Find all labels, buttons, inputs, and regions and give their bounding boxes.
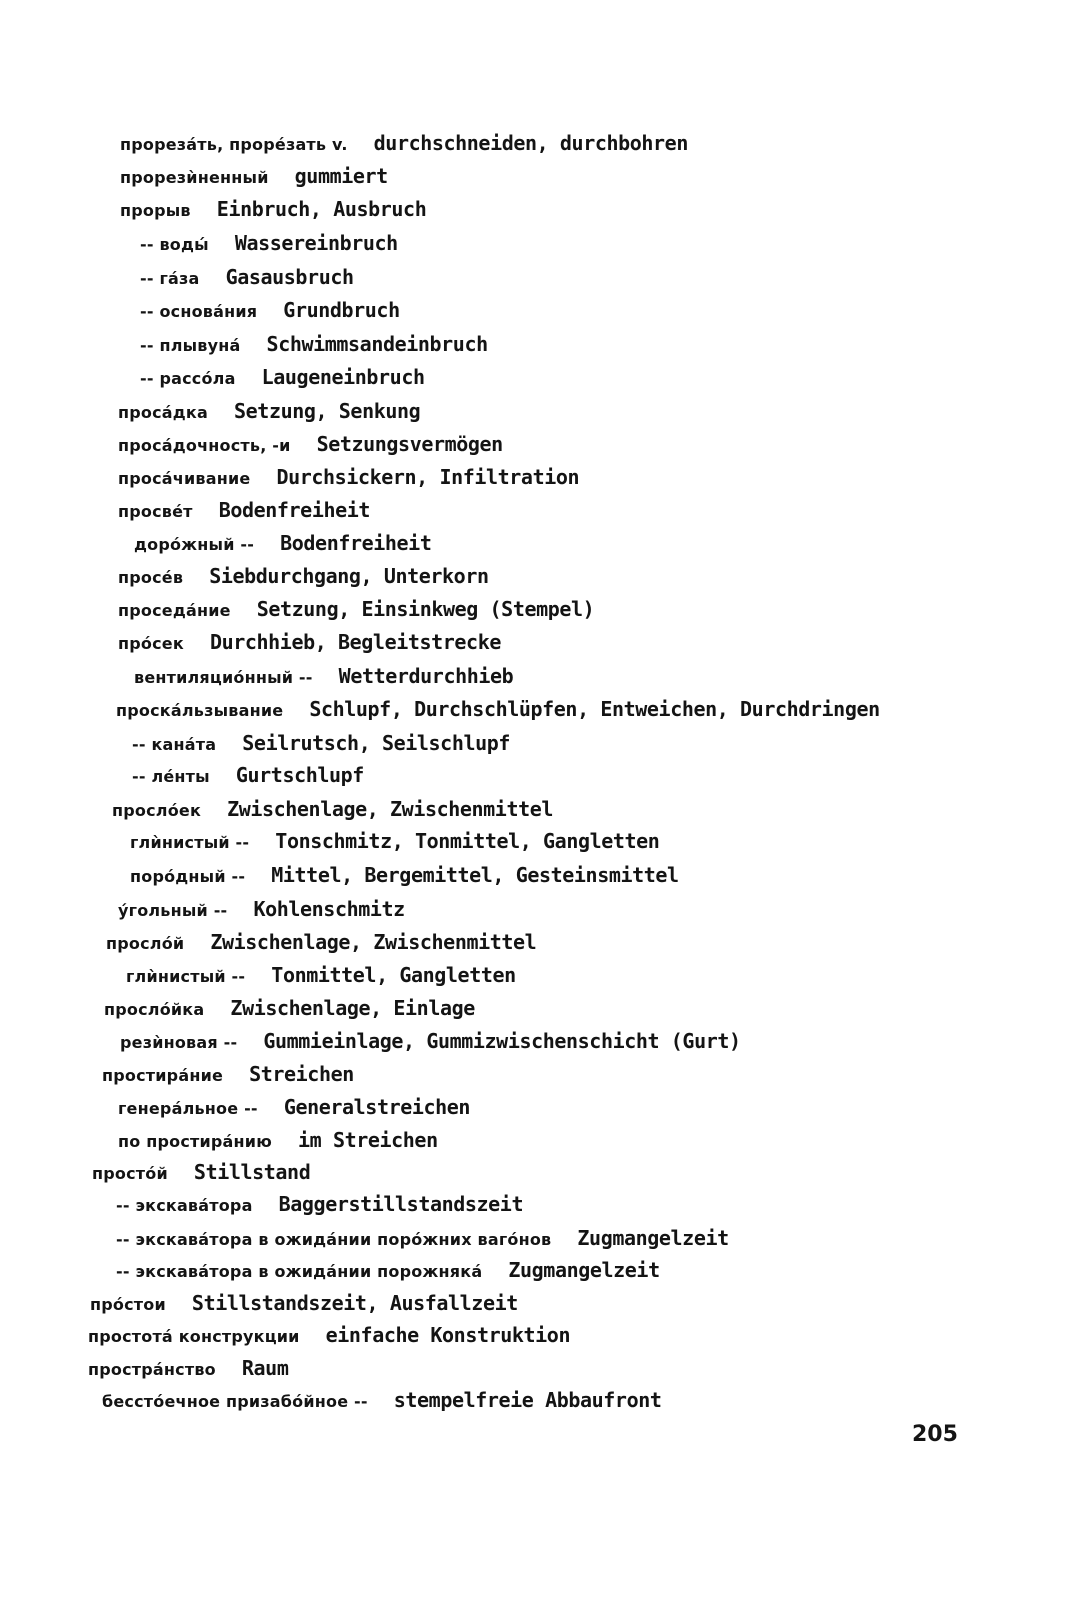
entry-translation-de: Stillstandszeit, Ausfallzeit <box>191 1291 518 1315</box>
entry-translation-de: stempelfreie Abbaufront <box>393 1388 662 1412</box>
entry-translation-de: Zugmangelzeit <box>508 1258 660 1282</box>
entry-prosvet <box>118 498 370 524</box>
entry-term-ru: -- экскавáтора в ожидáнии порóжних вагóнов <box>116 1230 552 1249</box>
entry-term-ru: прослóйка <box>104 1000 205 1019</box>
entry-term-ru: бесстóечное призабóйное -- <box>102 1392 368 1411</box>
entry-term-ru: резѝновая -- <box>120 1033 238 1052</box>
entry-ugolnyi-prosloek <box>118 897 405 923</box>
entry-term-ru: просáдка <box>118 403 208 422</box>
entry-term-ru: просáдочность, -и <box>118 436 291 455</box>
entry-term-ru: -- рассóла <box>140 369 236 388</box>
entry-prosloi <box>106 930 536 956</box>
entry-besstoechnoe-prostranstvo <box>102 1388 662 1414</box>
entry-prorezat <box>120 131 688 157</box>
entry-term-ru: глѝнистый -- <box>130 833 250 852</box>
entry-prosek <box>118 630 501 656</box>
entry-proryv-rassola <box>140 365 425 391</box>
entry-prorezinennyi <box>120 164 388 190</box>
entry-translation-de: Schlupf, Durchschlüpfen, Entweichen, Durchdringen <box>309 697 880 721</box>
entry-term-ru: прострáнство <box>88 1360 216 1379</box>
entry-translation-de: Gummieinlage, Gummizwischenschicht (Gurt) <box>263 1029 741 1053</box>
entry-term-ru: -- лéнты <box>132 767 210 786</box>
entry-prostoi-ekskavatora <box>116 1192 523 1218</box>
entry-term-ru: проседáние <box>118 601 231 620</box>
entry-translation-de: Setzung, Einsinkweg (Stempel) <box>256 597 595 621</box>
entry-translation-de: durchschneiden, durchbohren <box>373 131 688 155</box>
entry-prostranstvo <box>88 1356 288 1382</box>
entry-translation-de: Wassereinbruch <box>234 231 398 255</box>
entry-term-ru: генерáльное -- <box>118 1099 258 1118</box>
entry-translation-de: Setzungsvermögen <box>316 432 503 456</box>
entry-prostoi-ekskavatora-porozhnyak <box>116 1258 660 1284</box>
entry-translation-de: Setzung, Senkung <box>234 399 421 423</box>
entry-term-ru: прорезáть, прорéзать v. <box>120 135 348 154</box>
entry-term-ru: прослóек <box>112 801 202 820</box>
entry-translation-de: Bodenfreiheit <box>280 531 432 555</box>
entry-prostoi <box>92 1160 310 1186</box>
entry-translation-de: Zwischenlage, Einlage <box>230 996 475 1020</box>
entry-translation-de: Raum <box>241 1356 289 1380</box>
entry-term-ru: -- гáза <box>140 269 200 288</box>
entry-translation-de: Schwimmsandeinbruch <box>266 332 488 356</box>
entry-translation-de: Siebdurchgang, Unterkorn <box>209 564 489 588</box>
entry-translation-de: Gurtschlupf <box>235 763 364 787</box>
entry-translation-de: Grundbruch <box>283 298 400 322</box>
entry-term-ru: -- экскавáтора в ожидáнии порожнякá <box>116 1262 483 1281</box>
entry-translation-de: einfache Konstruktion <box>325 1323 571 1347</box>
entry-term-ru: -- воды́ <box>140 235 209 254</box>
entry-proskalzyvanie-kanata <box>132 731 510 757</box>
entry-proryv-osnovaniya <box>140 298 400 324</box>
entry-prosloek <box>112 797 553 823</box>
entry-ventilyatsionnyi-prosek <box>134 664 513 690</box>
entry-translation-de: Kohlenschmitz <box>253 897 405 921</box>
entry-translation-de: Zwischenlage, Zwischenmittel <box>227 797 554 821</box>
entry-term-ru: простóй <box>92 1164 168 1183</box>
entry-translation-de: Bodenfreiheit <box>218 498 371 522</box>
entry-translation-de: Durchsickern, Infiltration <box>276 465 580 489</box>
entry-prostoi-ekskavatora-vagony <box>116 1226 729 1252</box>
entry-translation-de: Baggerstillstandszeit <box>278 1192 524 1216</box>
entry-term-ru: прослóй <box>106 934 185 953</box>
entry-term-ru: просвéт <box>118 502 193 521</box>
entry-prosloika <box>104 996 475 1022</box>
entry-glinistyi-prosloek <box>130 829 659 855</box>
entry-proryv <box>120 197 426 223</box>
entry-prosachivanie <box>118 465 579 491</box>
entry-translation-de: Gasausbruch <box>225 265 354 289</box>
entry-term-ru: вентиляциóнный -- <box>134 668 313 687</box>
entry-translation-de: Mittel, Bergemittel, Gesteinsmittel <box>271 863 679 887</box>
entry-term-ru: простирáние <box>102 1066 224 1085</box>
entry-porodnyi-prosloek <box>130 863 679 889</box>
entry-translation-de: Durchhieb, Begleitstrecke <box>209 630 501 654</box>
entry-term-ru: проскáльзывание <box>116 701 284 720</box>
entry-term-ru: -- плывунá <box>140 336 241 355</box>
entry-term-ru: простотá конструкции <box>88 1327 300 1346</box>
entry-term-ru: прóстои <box>90 1295 166 1314</box>
entry-proryv-gaza <box>140 265 354 291</box>
entry-po-prostiraniyu <box>118 1128 438 1154</box>
entry-translation-de: Zugmangelzeit <box>577 1226 729 1250</box>
entry-term-ru: порóдный -- <box>130 867 246 886</box>
entry-term-ru: -- канáта <box>132 735 217 754</box>
entry-translation-de: Zwischenlage, Zwischenmittel <box>210 930 537 954</box>
page-number: 205 <box>912 1422 958 1447</box>
entry-prostiranie <box>102 1062 354 1088</box>
entry-term-ru: прóсек <box>118 634 184 653</box>
entry-translation-de: gummiert <box>294 164 388 188</box>
entry-translation-de: Stillstand <box>193 1160 311 1184</box>
entry-term-ru: -- основáния <box>140 302 258 321</box>
entry-prosev <box>118 564 489 590</box>
entry-term-ru: -- экскавáтора <box>116 1196 253 1215</box>
entry-term-ru: ýгольный -- <box>118 901 228 920</box>
entry-translation-de: Tonschmitz, Tonmittel, Gangletten <box>275 829 660 853</box>
entry-generalnoe-prostiranie <box>118 1095 470 1121</box>
entry-translation-de: Seilrutsch, Seilschlupf <box>242 731 511 755</box>
entry-translation-de: Wetterdurchhieb <box>338 664 514 688</box>
entry-prostota-konstruktsii <box>88 1323 570 1349</box>
entry-translation-de: Tonmittel, Gangletten <box>271 963 516 987</box>
entry-proskalzyvanie-lenty <box>132 763 364 789</box>
entry-prosadochnost <box>118 432 503 458</box>
entry-proskalzyvanie <box>116 697 880 723</box>
entry-translation-de: Laugeneinbruch <box>261 365 425 389</box>
entry-proryv-vody <box>140 231 398 257</box>
entry-term-ru: прорыв <box>120 201 191 220</box>
entry-translation-de: im Streichen <box>298 1128 438 1152</box>
entry-glinistyi-prosloi <box>126 963 516 989</box>
entry-term-ru: дорóжный -- <box>134 535 255 554</box>
entry-dorozhnyi-prosvet <box>134 531 431 557</box>
entry-term-ru: глѝнистый -- <box>126 967 246 986</box>
entry-translation-de: Einbruch, Ausbruch <box>216 197 427 221</box>
entry-rezinovaya-prosloika <box>120 1029 741 1055</box>
entry-prosadka <box>118 399 420 425</box>
entry-term-ru: по простирáнию <box>118 1132 272 1151</box>
entry-term-ru: просéв <box>118 568 184 587</box>
entry-prosedanie <box>118 597 594 623</box>
entry-translation-de: Generalstreichen <box>283 1095 471 1119</box>
entry-prostoi-plural <box>90 1291 518 1317</box>
entry-translation-de: Streichen <box>249 1062 354 1086</box>
entry-proryv-plyvuna <box>140 332 488 358</box>
entry-term-ru: просáчивание <box>118 469 251 488</box>
entry-term-ru: прорезѝненный <box>120 168 269 187</box>
